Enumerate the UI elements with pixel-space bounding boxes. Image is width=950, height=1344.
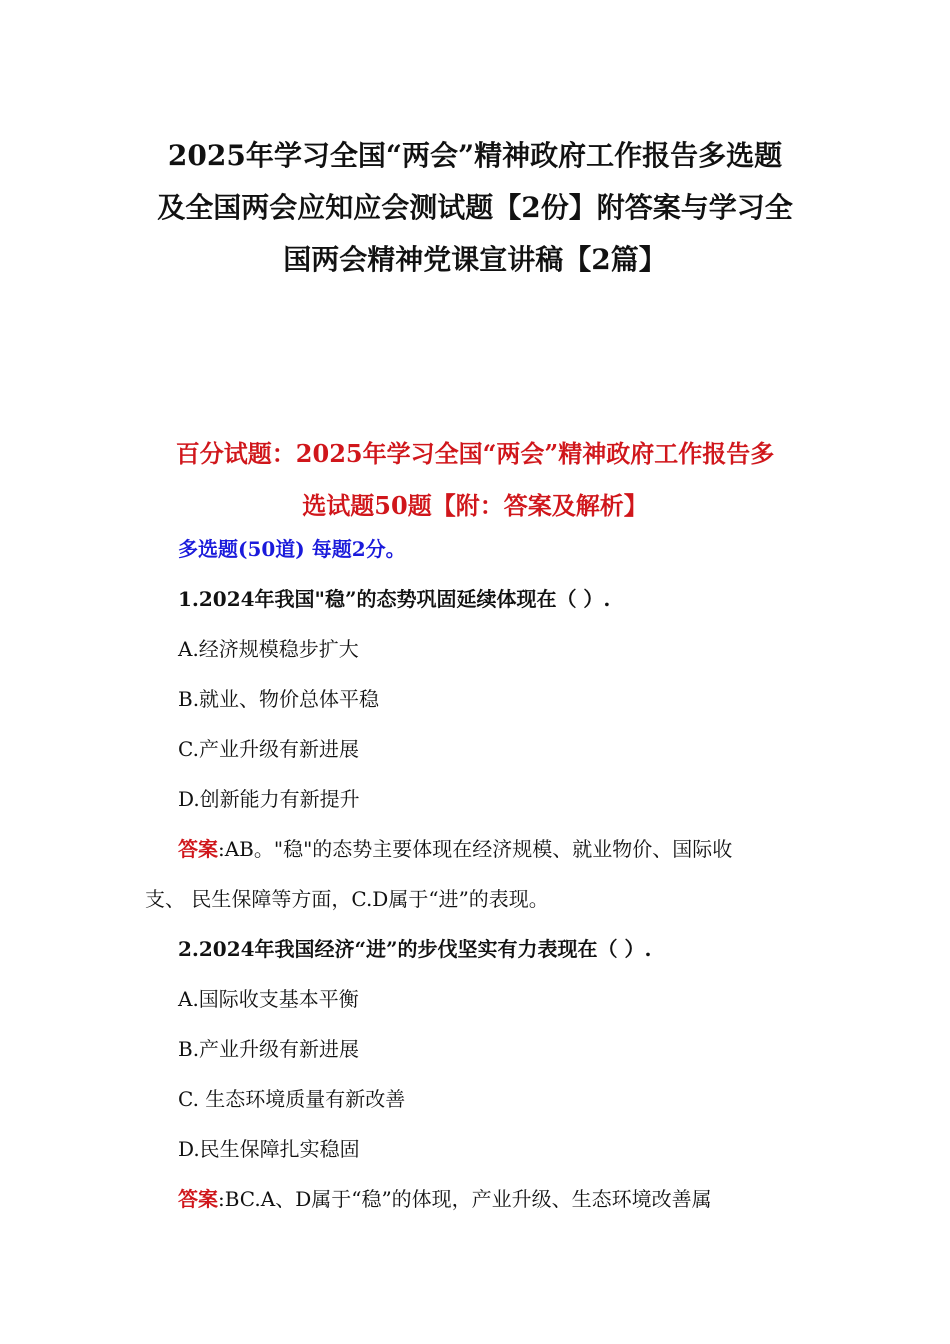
q1-option-a: A.经济规模稳步扩大 xyxy=(178,637,359,661)
title-line-2: 及全国两会应知应会测试题【2份】附答案与学习全 xyxy=(157,191,793,224)
section-title-line-2: 选试题50题【附：答案及解析】 xyxy=(302,491,648,520)
intro-text: 多选题(50道) 每题2分。 xyxy=(178,537,406,561)
q1-answer xyxy=(145,824,843,874)
q2-option-d: D.民生保障扎实稳固 xyxy=(178,1137,360,1161)
document-title xyxy=(100,130,850,286)
q2-option-b: B.产业升级有新进展 xyxy=(178,1037,360,1061)
title-line-3: 国两会精神党课宣讲稿【2篇】 xyxy=(283,243,667,276)
q1-option-c: C.产业升级有新进展 xyxy=(178,737,359,761)
section-title-line-1: 百分试题：2025年学习全国“两会”精神政府工作报告多 xyxy=(175,439,775,468)
q1-answer-label: 答案 xyxy=(178,837,218,861)
title-line-1: 2025年学习全国“两会”精神政府工作报告多选题 xyxy=(167,139,783,172)
q1-option-d: D.创新能力有新提升 xyxy=(178,787,360,811)
q2-option-a: A.国际收支基本平衡 xyxy=(178,987,359,1011)
q2-answer-label: 答案 xyxy=(178,1187,218,1211)
q2-option-c: C. 生态环境质量有新改善 xyxy=(178,1087,406,1111)
q2-answer-text: :BC.A、D属于“稳”的体现，产业升级、生态环境改善属 xyxy=(218,1187,712,1211)
q1-option-b: B.就业、物价总体平稳 xyxy=(178,687,380,711)
q1-answer-text: :AB。"稳"的态势主要体现在经济规模、就业物价、国际收 xyxy=(218,837,733,861)
section-title xyxy=(100,428,850,532)
question-1: 1.2024年我国"稳”的态势巩固延续体现在（ ）. xyxy=(178,587,611,611)
q1-answer-continued: 支、 民生保障等方面，C.D属于“进”的表现。 xyxy=(145,887,549,911)
q2-answer xyxy=(145,1174,843,1224)
question-2: 2.2024年我国经济“进”的步伐坚实有力表现在（ ）. xyxy=(178,937,652,961)
